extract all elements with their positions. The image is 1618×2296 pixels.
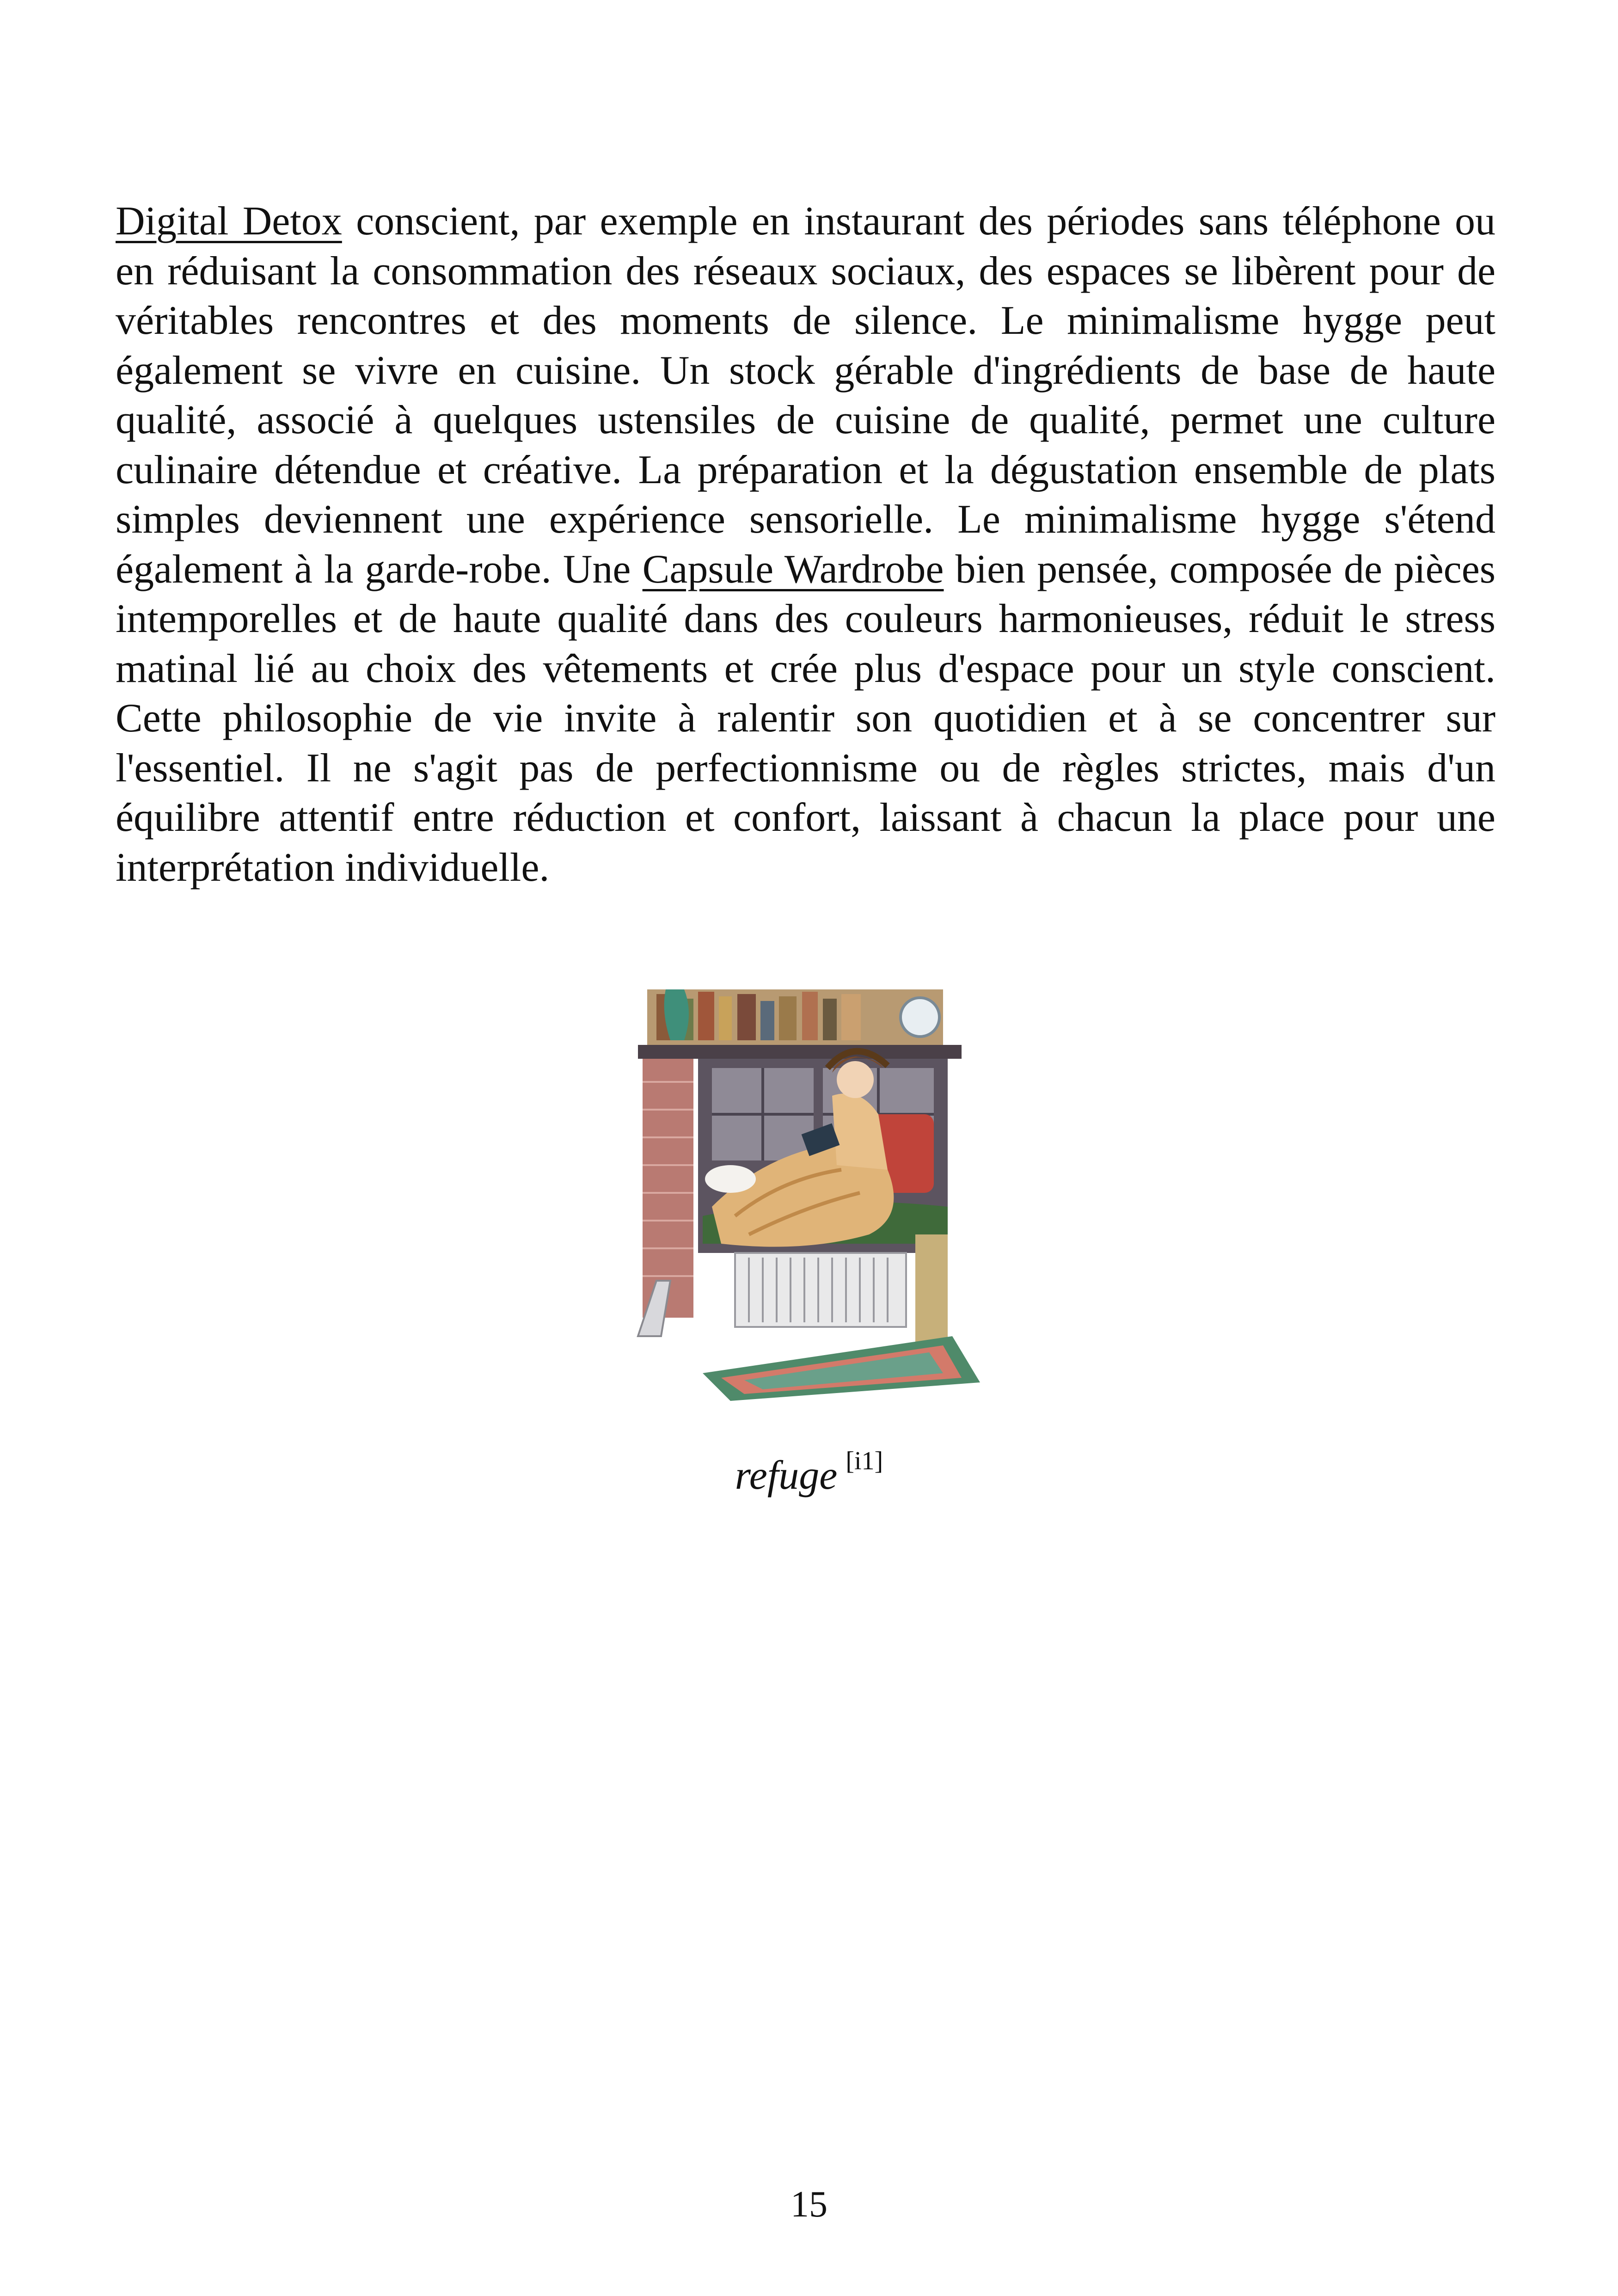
body-text-part-1: conscient, par exemple en instaurant des périodes sans téléphone ou en réduisant la consommation des réseaux sociaux, des espaces se libèrent pour de véritables rencontres et des moments de silence. Le minimalisme hygge peut également se vivre en cuisine. Un stock gérable d'ingrédients de base de haute qualité, associé à quelques ustensiles de cuisine de qualité, permet une culture culinaire détendue et créative. La préparation et la dégustation ensemble de plats simples deviennent une expérience sensorielle. Le minimalisme hygge s'étend également à la garde-robe. Une [116,199,1495,592]
illustration-woman-reading-in-window-seat [629,976,989,1401]
body-text-part-2: bien pensée, composée de pièces intemporelles et de haute qualité dans des couleurs harmonieuses, réduit le stress matinal lié au choix des vêtements et crée plus d'espace pour un style conscient. Cette philosophie de vie invite à ralentir son quotidien et à se concentrer sur l'essentiel. Il ne s'agit pas de perfectionnisme ou de règles strictes, mais d'un équilibre attentif entre réduction et confort, laissant à chacun la place pour une interprétation individuelle. [116,546,1496,890]
illustration-refuge [629,976,989,1401]
link-digital-detox[interactable]: Digital Detox [116,199,342,244]
caption-reference[interactable]: [i1] [846,1447,883,1475]
page-number: 15 [791,2184,827,2225]
link-capsule-wardrobe[interactable]: Capsule Wardrobe [642,546,944,592]
caption-text: refuge [735,1453,838,1498]
figure-caption [0,1436,1618,1501]
body-paragraph [116,196,1495,892]
